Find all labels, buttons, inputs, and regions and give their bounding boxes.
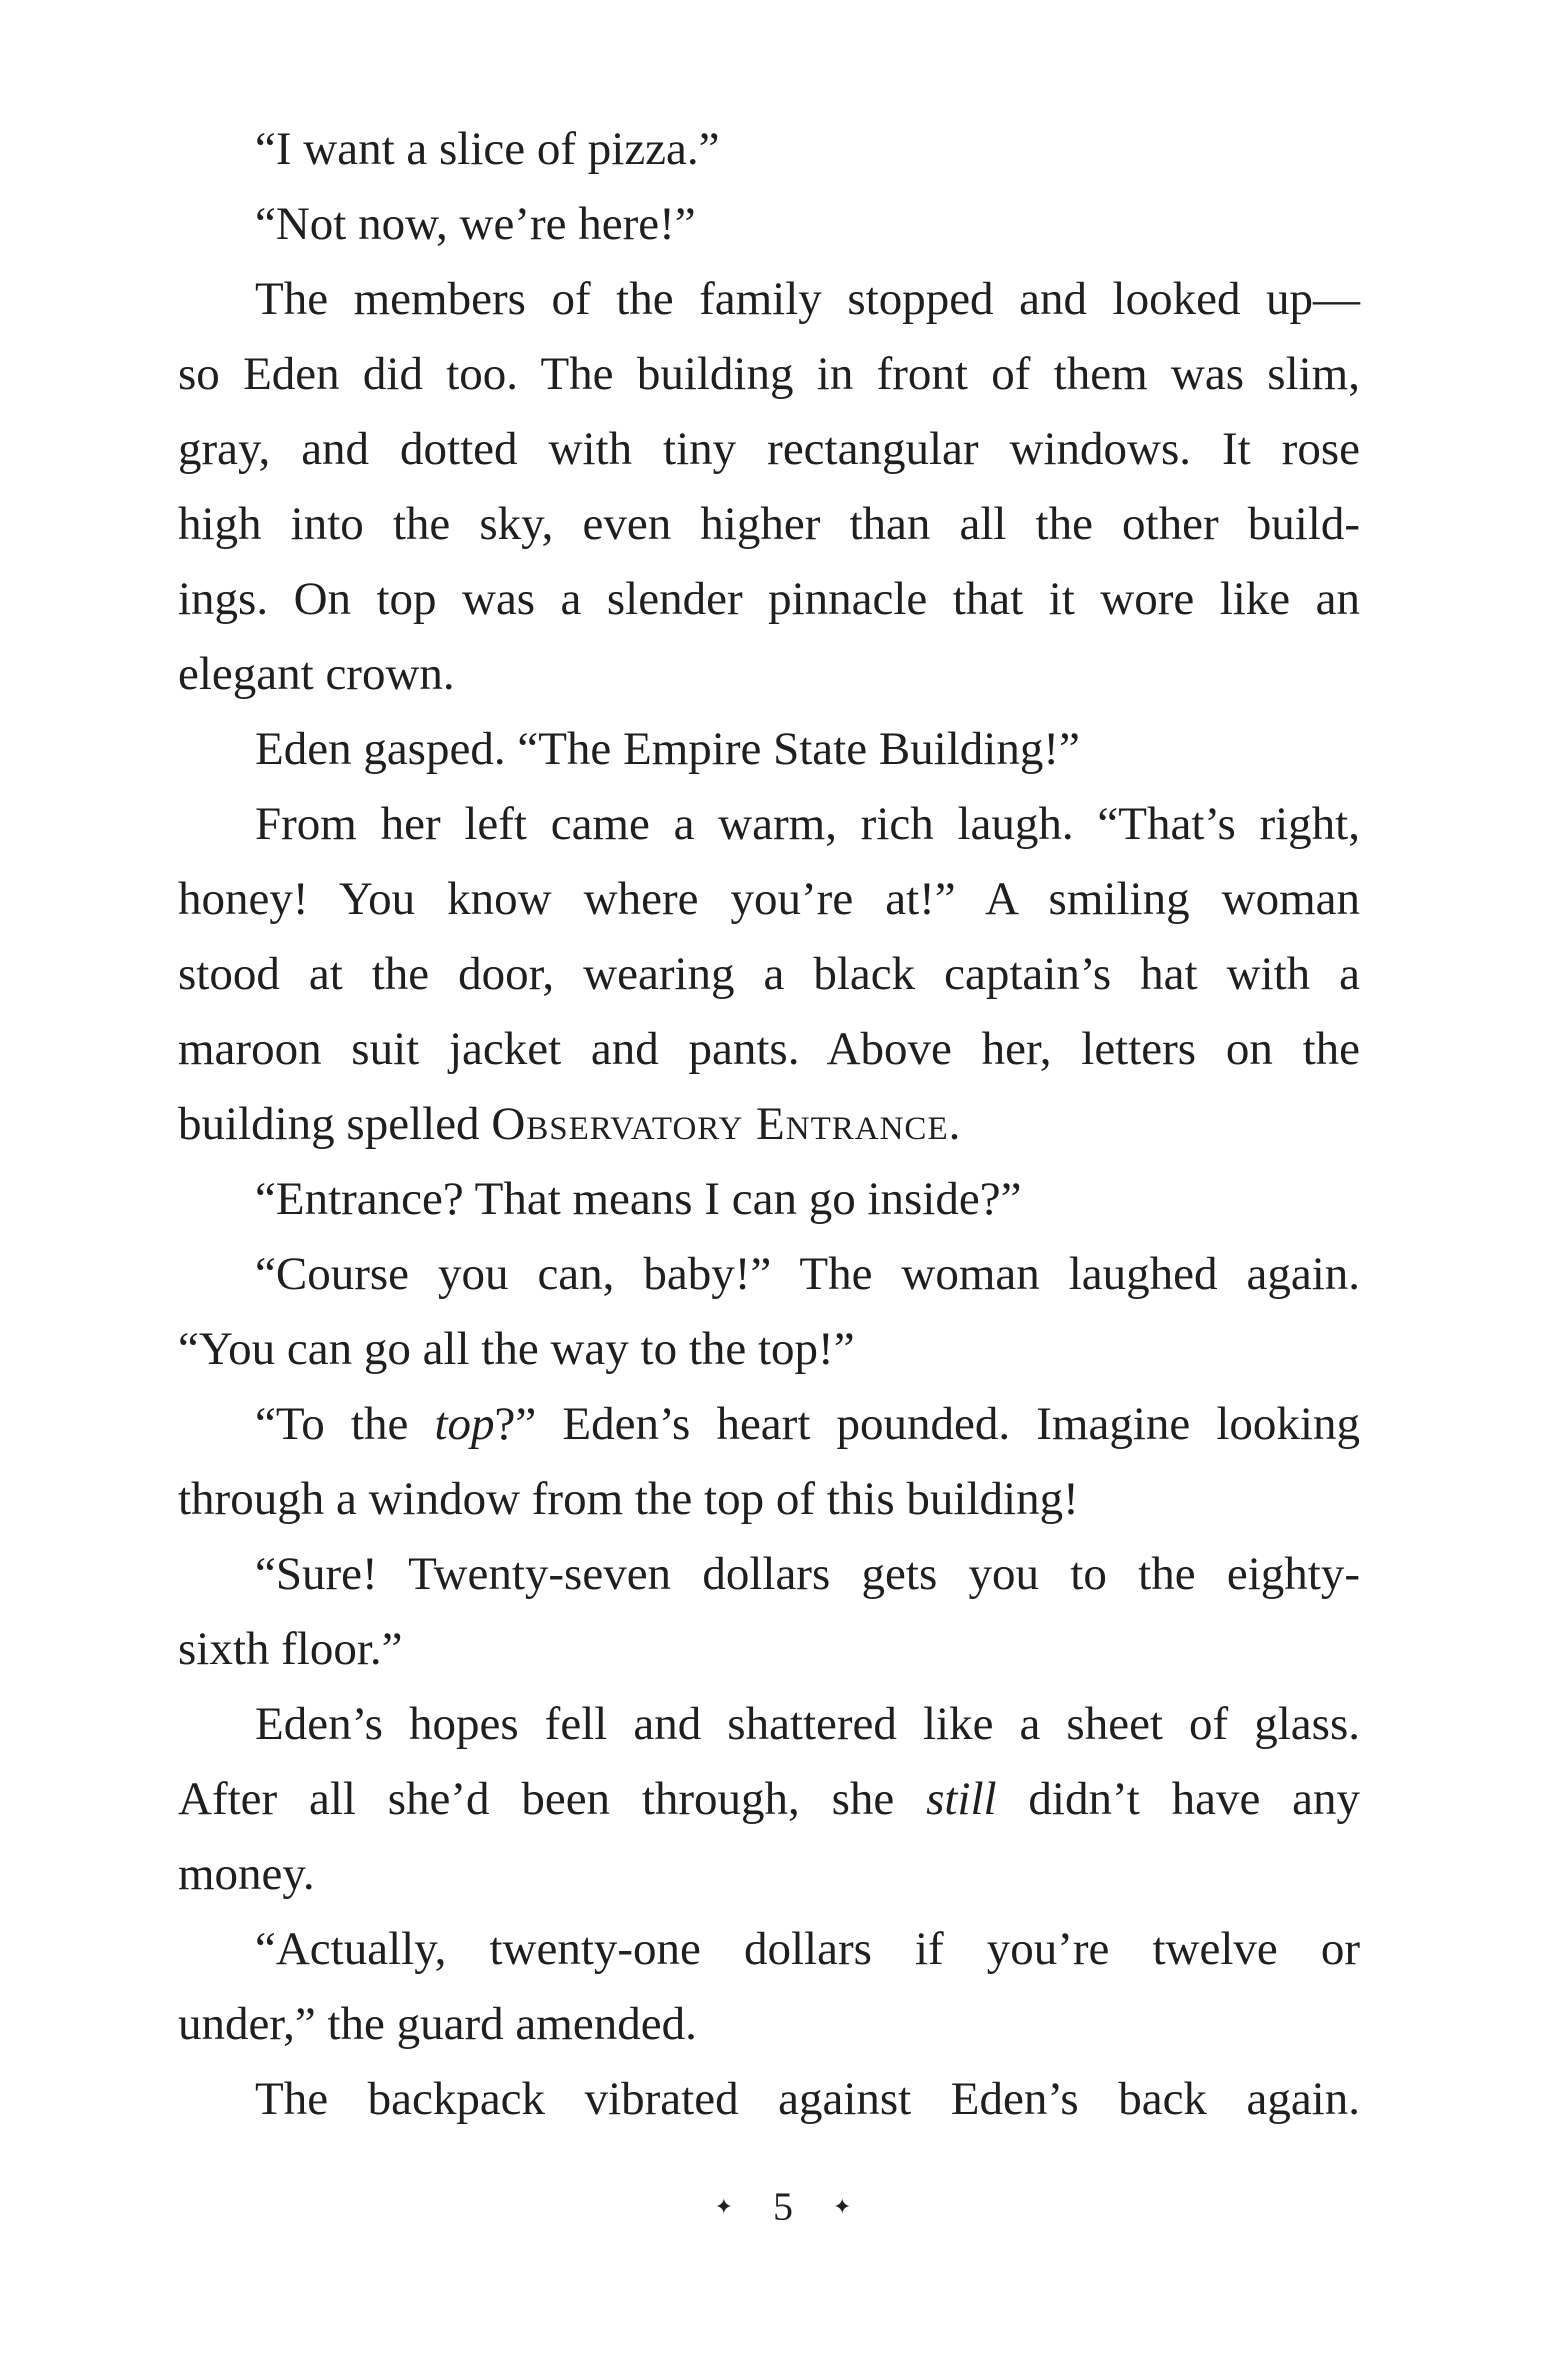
text-line-content: Eden’s hopes fell and shattered like a sheet of glass.	[255, 1698, 1360, 1750]
text-line-content: maroon suit jacket and pants. Above her, letters on the	[178, 1023, 1360, 1075]
text-line	[178, 1387, 1360, 1462]
text-line	[178, 487, 1360, 562]
text-line-content: under,” the guard amended.	[178, 1998, 697, 2050]
text-line	[178, 1837, 1360, 1912]
text-line-content: “Sure! Twenty-seven dollars gets you to the eighty-	[255, 1548, 1360, 1600]
text-line-content: The members of the family stopped and looked up—	[255, 273, 1360, 325]
text-line-content: stood at the door, wearing a black captain’s hat with a	[178, 948, 1360, 1000]
text-line-content: “Not now, we’re here!”	[255, 198, 696, 250]
text-line	[178, 1912, 1360, 1987]
text-line	[178, 1237, 1360, 1312]
text-line	[178, 1462, 1360, 1537]
text-line	[178, 1687, 1360, 1762]
text-line-content: sixth floor.”	[178, 1623, 403, 1675]
sign-lettering: Observatory Entrance	[491, 1098, 949, 1150]
text-line-content: elegant crown.	[178, 648, 455, 700]
page-number: 5	[773, 2183, 793, 2229]
text-line	[178, 337, 1360, 412]
text-line-content: building spelled	[178, 1098, 492, 1150]
text-line	[178, 412, 1360, 487]
italic-emphasis: still	[926, 1773, 997, 1825]
text-line	[178, 712, 1360, 787]
page-number-footer	[0, 2178, 1566, 2232]
text-line	[178, 2062, 1360, 2137]
text-line-content: gray, and dotted with tiny rectangular windows. It rose	[178, 423, 1360, 475]
italic-emphasis: top	[434, 1398, 495, 1450]
text-line-content: so Eden did too. The building in front of them was slim,	[178, 348, 1360, 400]
text-line	[178, 262, 1360, 337]
text-line-content: After all she’d been through, she	[178, 1773, 927, 1825]
text-line	[178, 1312, 1360, 1387]
ornament-left-icon: ✦	[714, 2193, 733, 2219]
text-line-content: through a window from the top of this building!	[178, 1473, 1079, 1525]
body-text	[178, 112, 1360, 2137]
text-line	[178, 1612, 1360, 1687]
text-line-content: high into the sky, even higher than all the other build-	[178, 498, 1360, 550]
text-line	[178, 937, 1360, 1012]
text-line	[178, 787, 1360, 862]
text-line-continuation: ?” Eden’s heart pounded. Imagine looking	[494, 1398, 1360, 1450]
text-line	[178, 1012, 1360, 1087]
text-line-content: “Actually, twenty-one dollars if you’re twelve or	[255, 1923, 1360, 1975]
ornament-right-icon: ✦	[833, 2193, 852, 2219]
text-line	[178, 112, 1360, 187]
text-line-content: From her left came a warm, rich laugh. “That’s right,	[255, 798, 1360, 850]
text-line	[178, 1987, 1360, 2062]
text-line-content: “You can go all the way to the top!”	[178, 1323, 855, 1375]
text-line	[178, 187, 1360, 262]
text-line-content: “I want a slice of pizza.”	[255, 123, 720, 175]
text-line-content: “Course you can, baby!” The woman laughed again.	[255, 1248, 1360, 1300]
text-line-content: ings. On top was a slender pinnacle that it wore like an	[178, 573, 1360, 625]
text-line	[178, 1762, 1360, 1837]
text-line	[178, 1537, 1360, 1612]
text-line-content: money.	[178, 1848, 315, 1900]
text-line	[178, 1162, 1360, 1237]
text-line-continuation: didn’t have any	[996, 1773, 1360, 1825]
text-line-content: The backpack vibrated against Eden’s back again.	[255, 2073, 1360, 2125]
text-line-content: “To the	[255, 1398, 435, 1450]
text-line	[178, 862, 1360, 937]
text-line-content: Eden gasped. “The Empire State Building!”	[255, 723, 1080, 775]
text-line-content: “Entrance? That means I can go inside?”	[255, 1173, 1022, 1225]
text-line-continuation: .	[948, 1098, 961, 1150]
text-line	[178, 562, 1360, 637]
text-line	[178, 1087, 1360, 1162]
text-line-content: honey! You know where you’re at!” A smiling woman	[178, 873, 1360, 925]
text-line	[178, 637, 1360, 712]
